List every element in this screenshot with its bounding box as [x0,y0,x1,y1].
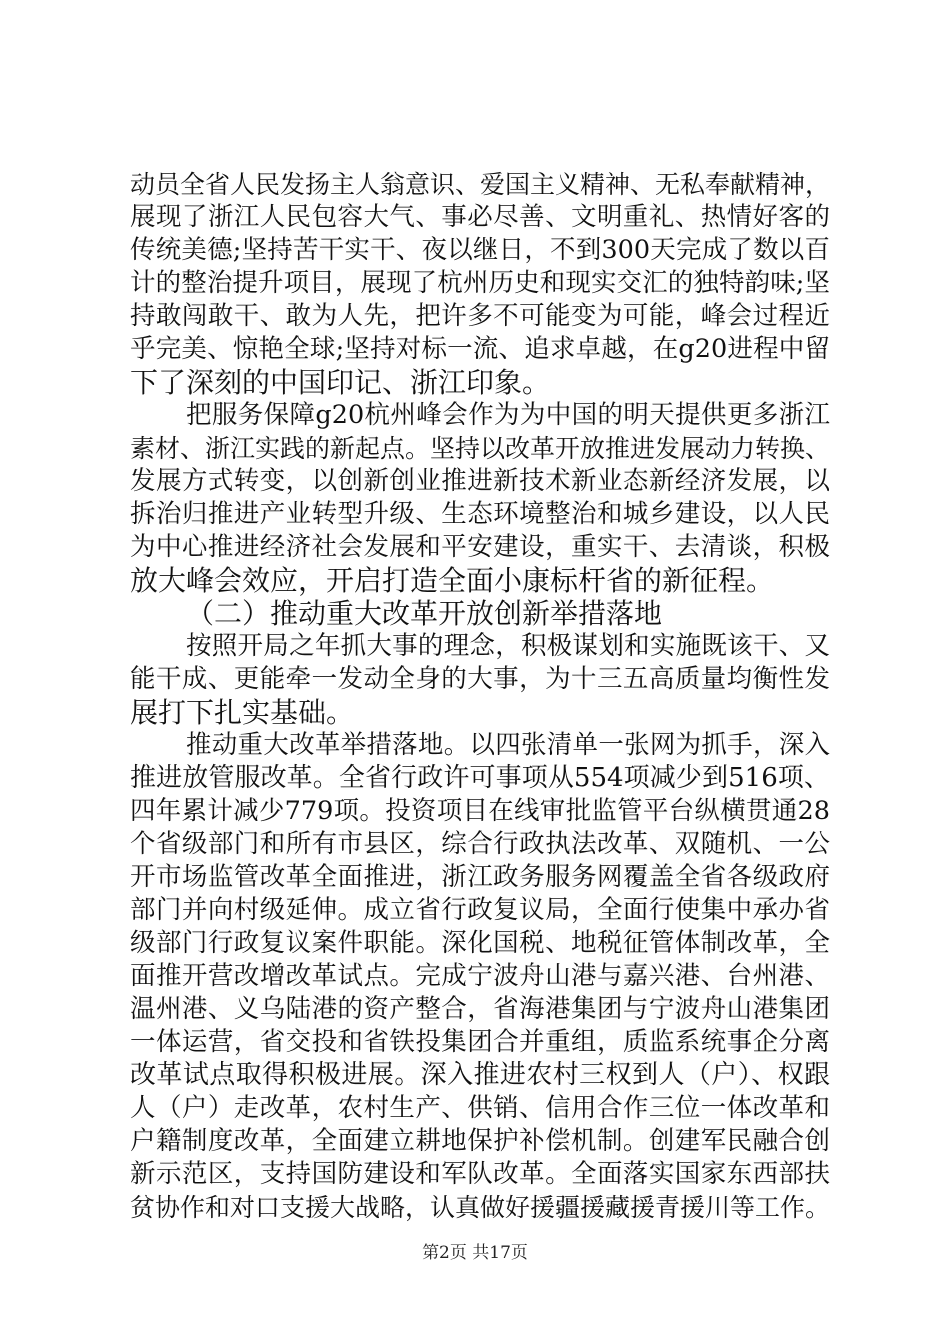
text-line: 改革试点取得积极进展。深入推进农村三权到人（户）、权跟 [130,1060,830,1090]
text-line: 推动重大改革举措落地。以四张清单一张网为抓手，深入 [186,730,830,760]
text-line: 温州港、义乌陆港的资产整合，省海港集团与宁波舟山港集团 [130,994,830,1024]
text-line: 个省级部门和所有市县区，综合行政执法改革、双随机、一公 [130,829,830,859]
text-line: 面推开营改增改革试点。完成宁波舟山港与嘉兴港、台州港、 [130,961,830,991]
section-heading: （二）推动重大改革开放创新举措落地 [186,597,663,630]
text-line: 能干成、更能牵一发动全身的大事，为十三五高质量均衡性发 [130,664,830,694]
text-line: 持敢闯敢干、敢为人先，把许多不可能变为可能，峰会过程近 [130,301,830,331]
text-line: 计的整治提升项目，展现了杭州历史和现实交汇的独特韵味;坚 [130,268,830,298]
text-line: 展打下扎实基础。 [130,696,355,729]
text-line: 户籍制度改革，全面建立耕地保护补偿机制。创建军民融合创 [130,1126,830,1156]
page-number: 第2页 共17页 [422,1243,528,1263]
text-line: 部门并向村级延伸。成立省行政复议局，全面行使集中承办省 [130,895,830,925]
text-line: 新示范区，支持国防建设和军队改革。全面落实国家东西部扶 [130,1159,830,1189]
text-line: 贫协作和对口支援大战略，认真做好援疆援藏援青援川等工作。 [130,1193,831,1222]
text-line: 放大峰会效应，开启打造全面小康标杆省的新征程。 [130,564,775,597]
text-line: 拆治归推进产业转型升级、生态环境整治和城乡建设，以人民 [130,499,830,529]
text-line: 把服务保障g20杭州峰会作为为中国的明天提供更多浙江 [186,400,830,430]
text-line: 为中心推进经济社会发展和平安建设，重实干、去清谈，积极 [130,532,830,562]
text-line: 展现了浙江人民包容大气、事必尽善、文明重礼、热情好客的 [130,202,830,232]
text-line: 乎完美、惊艳全球;坚持对标一流、追求卓越，在g20进程中留 [130,334,830,364]
text-line: 素材、浙江实践的新起点。坚持以改革开放推进发展动力转换、 [130,434,831,463]
document-body [130,168,830,1224]
text-line: 四年累计减少779项。投资项目在线审批监管平台纵横贯通28 [130,796,830,826]
text-line: 一体运营，省交投和省铁投集团合并重组，质监系统事企分离 [130,1027,830,1057]
text-line: 人（户）走改革，农村生产、供销、信用合作三位一体改革和 [130,1093,830,1123]
text-line: 发展方式转变，以创新创业推进新技术新业态新经济发展，以 [130,466,830,496]
text-line: 动员全省人民发扬主人翁意识、爱国主义精神、无私奉献精神， [130,170,831,199]
text-line: 按照开局之年抓大事的理念，积极谋划和实施既该干、又 [186,631,830,661]
text-line: 级部门行政复议案件职能。深化国税、地税征管体制改革，全 [130,928,830,958]
text-line: 下了深刻的中国印记、浙江印象。 [130,366,551,399]
text-line: 开市场监管改革全面推进，浙江政务服务网覆盖全省各级政府 [130,862,830,892]
page-footer [0,1242,950,1264]
text-line: 传统美德;坚持苦干实干、夜以继日，不到300天完成了数以百 [130,235,830,265]
text-line: 推进放管服改革。全省行政许可事项从554项减少到516项、 [130,763,830,793]
